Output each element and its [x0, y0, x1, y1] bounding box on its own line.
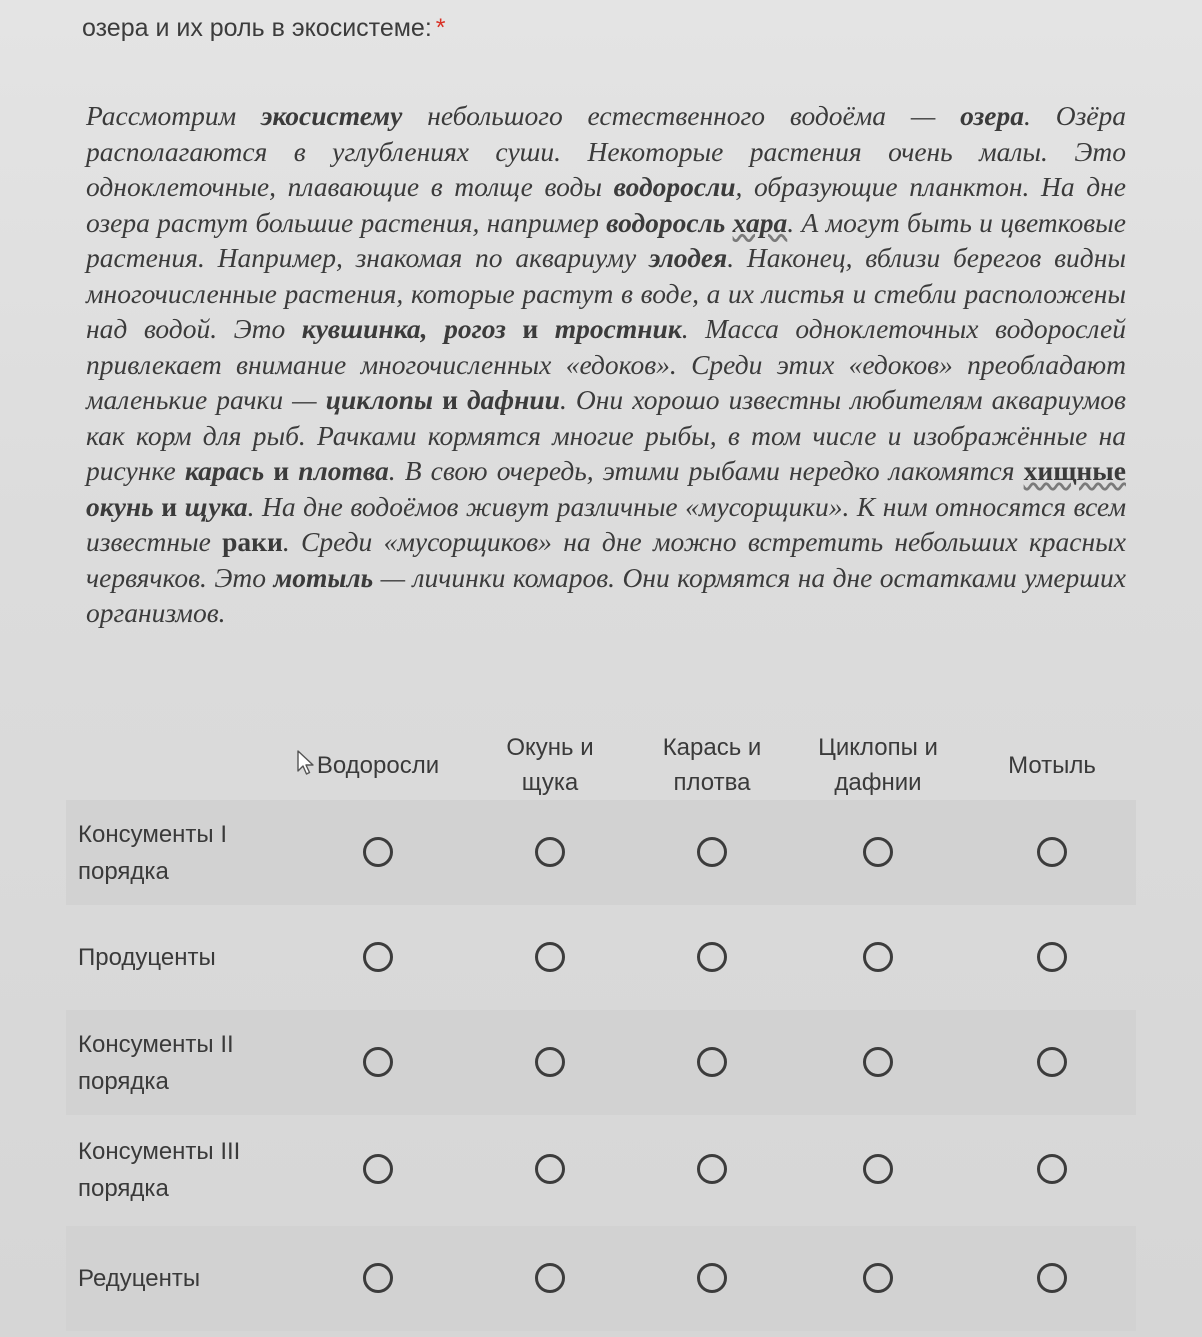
radio-button[interactable] — [863, 1154, 893, 1184]
grid-row — [66, 800, 1136, 905]
passage-segment: . Наконец, вблизи берегов видны многочисленные растения, которые растут в воде, а их листья и стебли расположены над водой. Это — [86, 242, 1126, 344]
passage-segment — [725, 207, 732, 238]
radio-button[interactable] — [863, 837, 893, 867]
radio-button[interactable] — [535, 1154, 565, 1184]
column-header-label: Мотыль — [1008, 751, 1096, 779]
radio-button[interactable] — [363, 1154, 393, 1184]
passage-segment: хара — [732, 206, 788, 238]
passage-segment: экосистему — [260, 100, 403, 131]
column-header-label: Водоросли — [316, 751, 440, 779]
radio-button[interactable] — [697, 1154, 727, 1184]
passage-segment: водоросли — [613, 171, 736, 202]
radio-button[interactable] — [1037, 1154, 1067, 1184]
radio-button[interactable] — [1037, 1047, 1067, 1077]
radio-button[interactable] — [697, 1047, 727, 1077]
passage-segment: хищные — [1023, 455, 1126, 486]
radio-button[interactable] — [363, 1263, 393, 1293]
column-header — [803, 720, 953, 810]
passage-segment: и — [264, 455, 299, 486]
row-label-text: Консументы II порядка — [78, 1030, 234, 1095]
column-header — [977, 720, 1127, 810]
passage-segment: . Среди «мусорщиков» на дне можно встретить небольших красных червячков. Это — [86, 526, 1126, 593]
grid-row — [66, 905, 1136, 1010]
passage-segment: и — [433, 384, 468, 415]
row-label-text: Консументы III порядка — [78, 1137, 241, 1202]
radio-button[interactable] — [535, 1263, 565, 1293]
row-label-text: Редуценты — [78, 1265, 201, 1292]
passage-segment: . В свою очередь, этими рыбами нередко лакомятся — [388, 455, 1024, 486]
passage-segment: дафнии — [467, 384, 560, 415]
passage-segment: и — [505, 313, 555, 344]
passage-segment: плотва — [298, 455, 389, 486]
radio-button[interactable] — [697, 942, 727, 972]
radio-button[interactable] — [363, 1047, 393, 1077]
passage-segment: тростник — [554, 313, 682, 344]
passage-segment: озера — [960, 100, 1024, 131]
radio-button[interactable] — [863, 1263, 893, 1293]
radio-button[interactable] — [863, 942, 893, 972]
radio-button[interactable] — [535, 1047, 565, 1077]
passage-segment: . Они хорошо известны любителям аквариумов как корм для рыб. Рачками кормятся многие рыбы, в том числе и изображённые на рисунке — [86, 384, 1126, 486]
row-label — [78, 905, 278, 1010]
radio-button[interactable] — [363, 942, 393, 972]
passage-segment: карась — [184, 455, 265, 486]
passage-segment: . Озёра располагаются в углублениях суши. Некоторые растения очень малы. Это одноклеточные, плавающие в толще воды — [86, 100, 1127, 202]
row-label — [78, 800, 278, 905]
passage-segment: и — [153, 490, 185, 522]
row-label — [78, 1010, 278, 1115]
grid-column-headers — [0, 720, 1202, 810]
question-title-text: озера и их роль в экосистеме: — [82, 14, 432, 42]
row-label-text: Продуценты — [78, 944, 216, 971]
question-passage — [86, 98, 1126, 631]
passage-segment: , образующие планктон. На дне озера растут большие растения, например — [86, 171, 1127, 238]
passage-segment: небольшого естественного водоёма — — [402, 100, 961, 131]
passage-segment: . А могут быть и цветковые растения. Например, знакомая по аквариуму — [86, 206, 1126, 273]
column-header-label: Карась и плотва — [662, 734, 762, 796]
passage-segment: щука — [184, 490, 248, 522]
passage-segment: окунь — [86, 490, 154, 522]
grid-row — [66, 1117, 1136, 1222]
row-label — [78, 1226, 278, 1331]
radio-button[interactable] — [863, 1047, 893, 1077]
column-header — [475, 720, 625, 810]
passage-segment: . Масса одноклеточных водорослей привлекает внимание многочисленных «едоков». Среди этих «едоков» преобладают маленькие рачки — — [86, 313, 1127, 415]
passage-segment: Рассмотрим — [86, 100, 261, 131]
row-label — [78, 1117, 278, 1222]
passage-segment: водоросль — [606, 206, 726, 238]
mouse-pointer-icon — [297, 750, 315, 776]
radio-button[interactable] — [1037, 1263, 1067, 1293]
column-header-label: Окунь и щука — [506, 734, 594, 796]
radio-button[interactable] — [1037, 942, 1067, 972]
radio-button[interactable] — [363, 837, 393, 867]
radio-button[interactable] — [535, 942, 565, 972]
question-title — [82, 14, 446, 43]
radio-button[interactable] — [697, 837, 727, 867]
radio-button[interactable] — [697, 1263, 727, 1293]
passage-segment: кувшинка, рогоз — [301, 313, 506, 344]
passage-segment: мотыль — [273, 561, 374, 593]
grid-row — [66, 1010, 1136, 1115]
required-asterisk: * — [435, 14, 446, 42]
passage-segment: элодея — [648, 242, 728, 273]
row-label-text: Консументы I порядка — [78, 820, 227, 885]
column-header — [303, 720, 453, 810]
column-header-label: Циклопы и дафнии — [818, 734, 938, 796]
grid-row — [66, 1226, 1136, 1331]
passage-segment: циклопы — [325, 384, 434, 415]
radio-button[interactable] — [1037, 837, 1067, 867]
column-header — [637, 720, 787, 810]
radio-button[interactable] — [535, 837, 565, 867]
passage-segment: раки — [222, 526, 283, 557]
passage-segment: — личинки комаров. Они кормятся на дне остатками умерших организмов. — [86, 561, 1126, 628]
passage-segment: . На дне водоёмов живут различные «мусорщики». К ним относятся всем известные — [86, 490, 1126, 557]
